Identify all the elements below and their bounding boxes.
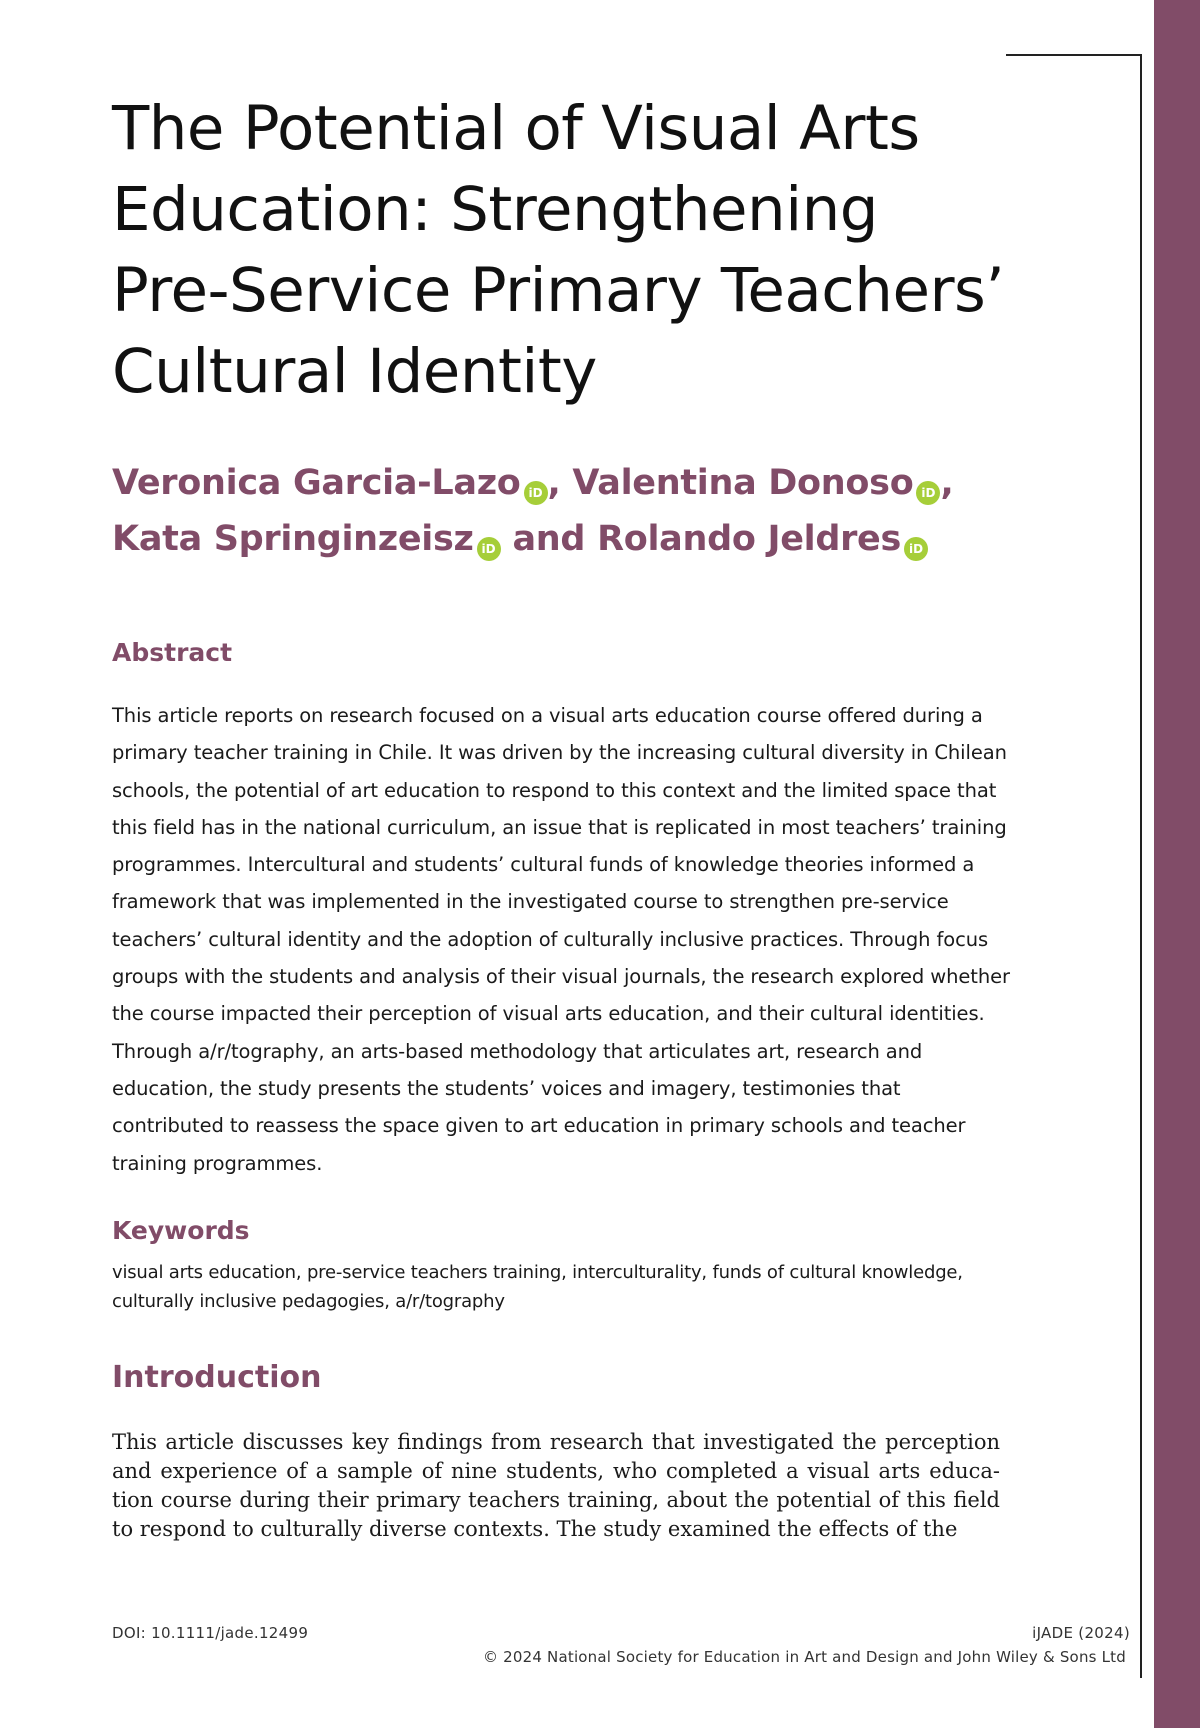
author-garcia-lazo[interactable]: [112, 463, 548, 503]
author-separator: ,: [547, 463, 573, 503]
orcid-icon[interactable]: iD: [904, 537, 928, 561]
keywords-text: visual arts education, pre-service teachers training, interculturality, funds of cultural knowledge, culturally inclusive pedagogies, a/r/tography: [112, 1262, 963, 1312]
author-jeldres[interactable]: [597, 519, 928, 559]
author-name: Kata Springinzeisz: [112, 519, 474, 559]
author-list: [112, 455, 1012, 567]
frame-right-rule: [1140, 54, 1142, 1678]
journal-side-band: [1154, 0, 1200, 1728]
footer-journal: iJADE (2024): [1032, 1624, 1130, 1642]
author-name: Rolando Jeldres: [597, 519, 902, 559]
author-name: Veronica Garcia-Lazo: [112, 463, 521, 503]
author-springinzeisz[interactable]: [112, 519, 501, 559]
author-name: Valentina Donoso: [572, 463, 914, 503]
author-donoso[interactable]: [572, 463, 940, 503]
introduction-text: This article discusses key findings from research that investigated the perception and experience of a sample of nine students, who completed a visual arts education course during their primary teachers training, about the potential of this field to respond to culturally diverse contexts. The study examined the effects of the: [112, 1430, 1000, 1541]
introduction-heading: Introduction: [112, 1360, 322, 1395]
author-separator: ,: [940, 463, 954, 503]
abstract-text: This article reports on research focused on a visual arts education course offered during a primary teacher training in Chile. It was driven by the increasing cultural diversity in Chilean schools, the potential of art education to respond to this context and the limited space that this field has in the national curriculum, an issue that is replicated in most teachers’ training programmes. Intercultural and students’ cultural funds of knowledge theories informed a framework that was implemented in the investigated course to strengthen pre-service teachers’ cultural identity and the adoption of culturally inclusive practices. Through focus groups with the students and analysis of their visual journals, the research explored whether the course impacted their perception of visual arts education, and their cultural identities. Through a/r/tography, an arts-based methodology that articulates art, research and education, the study presents the students’ voices and imagery, testimonies that contributed to reassess the space given to art education in primary schools and teacher training programmes.: [112, 704, 1010, 1175]
footer-copyright: © 2024 National Society for Education in Art and Design and John Wiley & Sons Ltd: [482, 1648, 1126, 1666]
orcid-icon[interactable]: iD: [477, 537, 501, 561]
abstract-heading: Abstract: [112, 638, 233, 667]
orcid-icon[interactable]: iD: [524, 481, 548, 505]
footer-doi[interactable]: DOI: 10.1111/jade.12499: [112, 1624, 309, 1642]
keywords-heading: Keywords: [112, 1216, 250, 1245]
orcid-icon[interactable]: iD: [916, 481, 940, 505]
article-title: The Potential of Visual Arts Education: Strengthening Pre-Service Primary Teachers’ Cultural Identity: [112, 93, 1005, 407]
author-separator: and: [500, 519, 598, 559]
frame-top-rule: [1006, 54, 1142, 56]
